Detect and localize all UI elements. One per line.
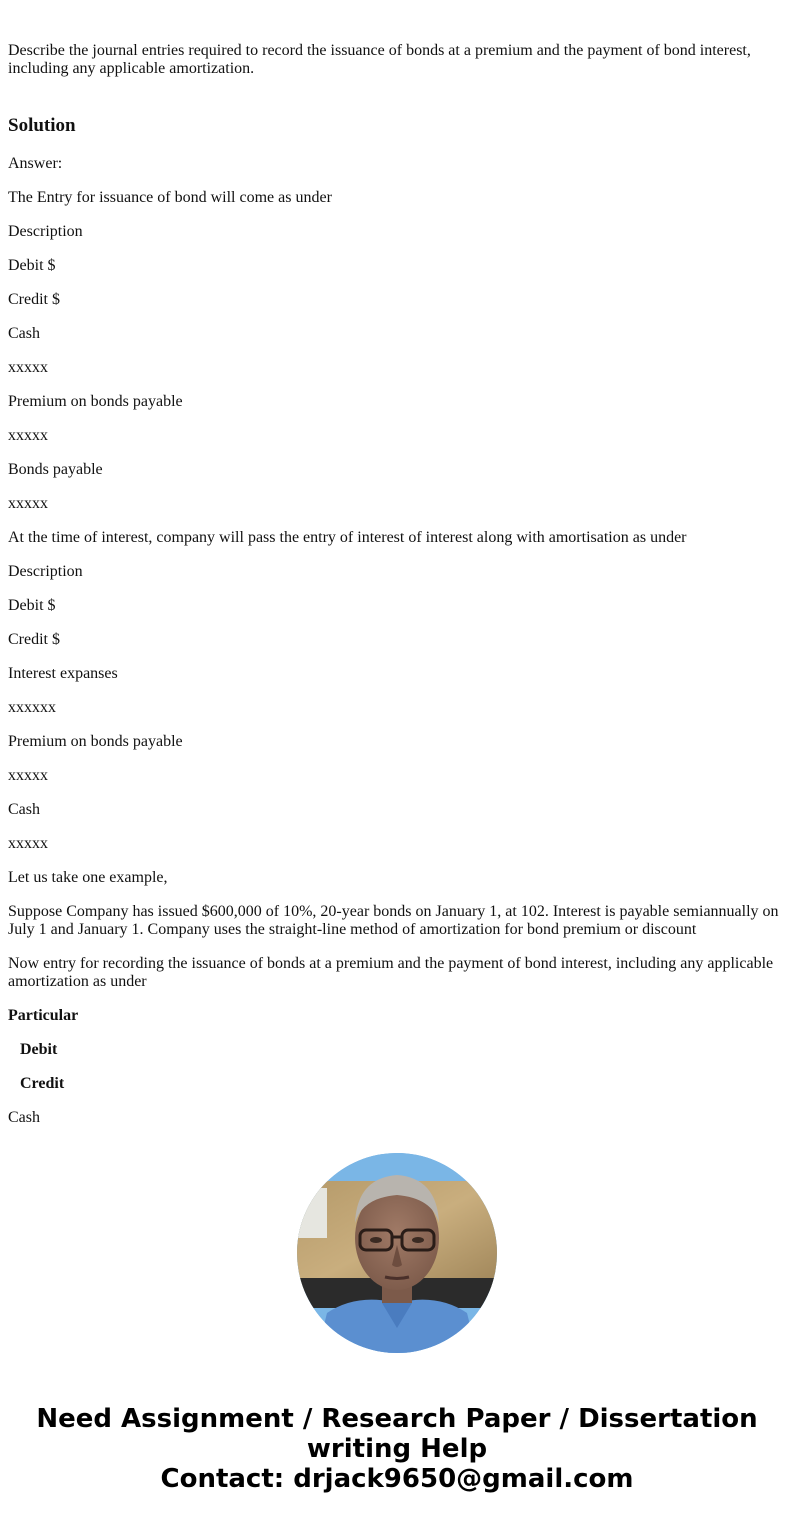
table2-row-premium-amount: xxxxx bbox=[8, 767, 48, 784]
table3-header-debit: Debit bbox=[20, 1041, 58, 1058]
promo-line-1: Need Assignment / Research Paper / Dissertation bbox=[36, 1404, 758, 1434]
table1-row-bonds-payable: Bonds payable bbox=[8, 461, 103, 478]
table1-header-description: Description bbox=[8, 223, 83, 240]
example-intro: Let us take one example, bbox=[8, 869, 168, 886]
table3-row-cash: Cash bbox=[8, 1109, 40, 1126]
table1-row-cash-amount: xxxxx bbox=[8, 359, 48, 376]
table2-row-interest-expense-amount: xxxxxx bbox=[8, 699, 56, 716]
example-entry-intro: Now entry for recording the issuance of bonds at a premium and the payment of bond interest, including any applicable amortization as under bbox=[8, 955, 774, 990]
table2-row-interest-expense: Interest expanses bbox=[8, 665, 118, 682]
table2-row-premium: Premium on bonds payable bbox=[8, 733, 183, 750]
table2-header-description: Description bbox=[8, 563, 83, 580]
answer-body bbox=[8, 155, 786, 1143]
tutor-portrait-icon bbox=[297, 1153, 497, 1353]
promo-contact: Contact: drjack9650@gmail.com bbox=[160, 1464, 634, 1494]
table1-header-debit: Debit $ bbox=[8, 257, 56, 274]
interest-entry-intro: At the time of interest, company will pass the entry of interest of interest along with amortisation as under bbox=[8, 529, 687, 546]
table2-row-cash-amount: xxxxx bbox=[8, 835, 48, 852]
question-text: Describe the journal entries required to record the issuance of bonds at a premium and the payment of bond interest, including any applicable amortization. bbox=[8, 42, 751, 77]
table1-row-premium: Premium on bonds payable bbox=[8, 393, 183, 410]
answer-label: Answer: bbox=[8, 155, 63, 172]
solution-heading: Solution bbox=[8, 115, 76, 136]
issuance-entry-intro: The Entry for issuance of bond will come as under bbox=[8, 189, 332, 206]
table3-header-credit: Credit bbox=[20, 1075, 65, 1092]
table1-header-credit: Credit $ bbox=[8, 291, 60, 308]
promo-line-2: writing Help bbox=[306, 1434, 488, 1464]
table2-row-cash: Cash bbox=[8, 801, 40, 818]
table1-row-bonds-payable-amount: xxxxx bbox=[8, 495, 48, 512]
table2-header-credit: Credit $ bbox=[8, 631, 60, 648]
table2-header-debit: Debit $ bbox=[8, 597, 56, 614]
avatar bbox=[297, 1153, 497, 1353]
promo-banner bbox=[0, 1404, 794, 1494]
table1-row-cash: Cash bbox=[8, 325, 40, 342]
table1-row-premium-amount: xxxxx bbox=[8, 427, 48, 444]
table3-header-particular: Particular bbox=[8, 1007, 79, 1024]
example-scenario: Suppose Company has issued $600,000 of 10%, 20-year bonds on January 1, at 102. Interest is payable semiannually on July 1 and January 1. Company uses the straight-line method of amortization for bond premium or discount bbox=[8, 903, 779, 938]
